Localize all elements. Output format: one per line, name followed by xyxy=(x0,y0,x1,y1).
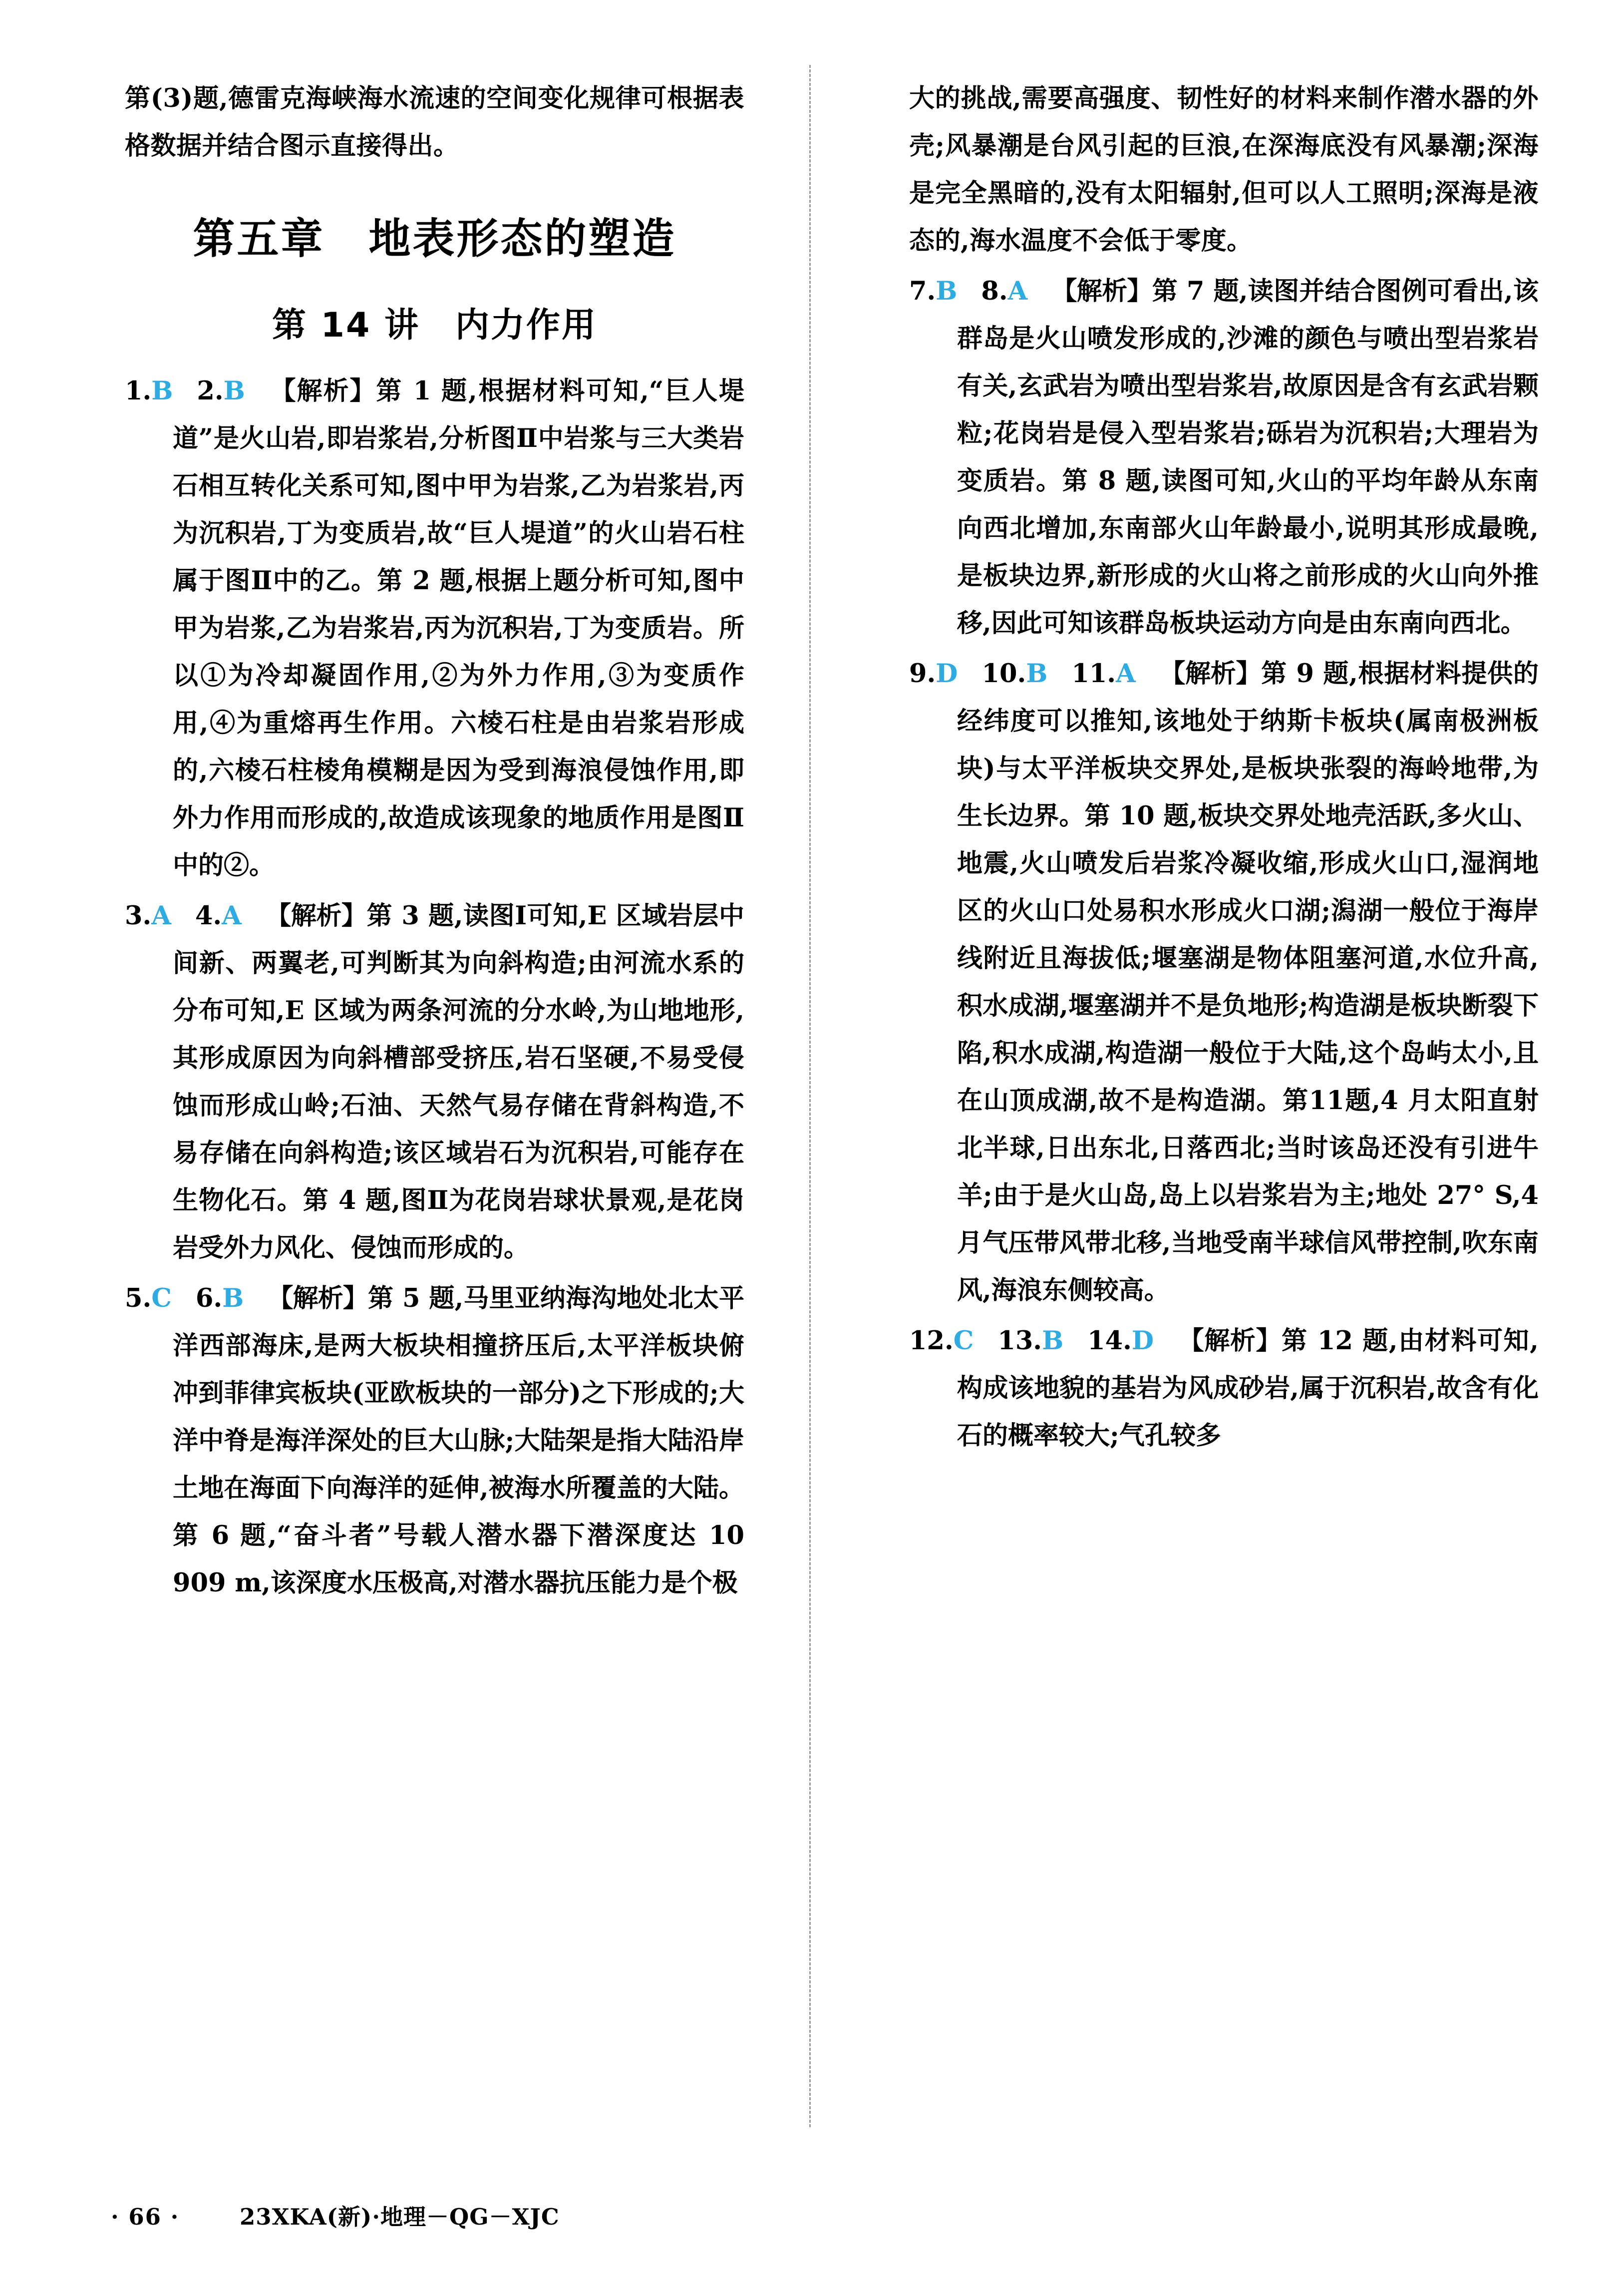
answer-letter: B xyxy=(151,376,173,406)
question-number: 14. xyxy=(1087,1326,1132,1356)
question-number: 2. xyxy=(197,376,224,406)
analysis-body: 第 1 题,根据材料可知,“巨人堤道”是火山岩,即岩浆岩,分析图Ⅱ中岩浆与三大类岩石相互转化关系可知,图中甲为岩浆,乙为岩浆岩,丙为沉积岩,丁为变质岩,故“巨人堤道”的火山岩石柱属于图Ⅱ中的乙。第 2 题,根据上题分析可知,图中甲为岩浆,乙为岩浆岩,丙为沉积岩,丁为变质岩。所以①为冷却凝固作用,②为外力作用,③为变质作用,④为重熔再生作用。六棱石柱是由岩浆岩形成的,六棱石柱棱角模糊是因为受到海浪侵蚀作用,即外力作用而形成的,故造成该现象的地质作用是图Ⅱ中的②。 xyxy=(173,376,744,880)
answer-letter: D xyxy=(1131,1326,1154,1356)
answer-letter: A xyxy=(151,901,171,931)
analysis-label: 【解析】 xyxy=(269,376,376,406)
answer-entry xyxy=(909,650,1539,1314)
answer-entry xyxy=(125,892,744,1272)
answer-letter: D xyxy=(936,659,958,689)
question-number: 4. xyxy=(195,901,222,931)
answer-letter: A xyxy=(1116,659,1136,689)
analysis-label: 【解析】 xyxy=(1051,276,1152,306)
left-top-continuation: 第(3)题,德雷克海峡海水流速的空间变化规律可根据表格数据并结合图示直接得出。 xyxy=(125,83,744,161)
answer-entry xyxy=(125,368,744,889)
question-number: 5. xyxy=(125,1283,152,1313)
question-number: 3. xyxy=(125,901,152,931)
analysis-body: 第 9 题,根据材料提供的经纬度可以推知,该地处于纳斯卡板块(属南极洲板块)与太平洋板块交界处,是板块张裂的海岭地带,为生长边界。第 10 题,板块交界处地壳活跃,多火山、地震,火山喷发后岩浆冷凝收缩,形成火山口,湿润地区的火山口处易积水形成火口湖;潟湖一般位于海岸线附近且海拔低;堰塞湖是物体阻塞河道,水位升高,积水成湖,堰塞湖并不是负地形;构造湖是板块断裂下陷,积水成湖,构造湖一般位于大陆,这个岛屿太小,且在山顶成湖,故不是构造湖。第11题,4 月太阳直射北半球,日出东北,日落西北;当时该岛还没有引进牛羊;由于是火山岛,岛上以岩浆岩为主;地处 27° S,4 月气压带风带北移,当地受南半球信风带控制,吹东南风,海浪东侧较高。 xyxy=(957,659,1539,1305)
answer-letter: B xyxy=(223,376,245,406)
analysis-label: 【解析】 xyxy=(268,1283,368,1313)
question-number: 7. xyxy=(909,276,936,306)
analysis-label: 【解析】 xyxy=(1178,1326,1282,1356)
left-column xyxy=(0,0,809,2187)
analysis-body: 第 7 题,读图并结合图例可看出,该群岛是火山喷发形成的,沙滩的颜色与喷出型岩浆岩有关,玄武岩为喷出型岩浆岩,故原因是含有玄武岩颗粒;花岗岩是侵入型岩浆岩;砾岩为沉积岩;大理岩为变质岩。第 8 题,读图可知,火山的平均年龄从东南向西北增加,东南部火山年龄最小,说明其形成最晚,是板块边界,新形成的火山将之前形成的火山向外推移,因此可知该群岛板块运动方向是由东南向西北。 xyxy=(957,276,1539,638)
page-number: · 66 · xyxy=(111,2204,180,2230)
question-number: 12. xyxy=(909,1326,954,1356)
question-number: 11. xyxy=(1071,659,1116,689)
answer-letter: B xyxy=(1042,1326,1064,1356)
question-number: 10. xyxy=(981,659,1026,689)
answer-letter: A xyxy=(222,901,242,931)
question-number: 6. xyxy=(195,1283,223,1313)
analysis-label: 【解析】 xyxy=(265,901,367,931)
answer-letter: C xyxy=(151,1283,172,1313)
answer-entry xyxy=(909,268,1539,647)
question-number: 1. xyxy=(125,376,152,406)
question-number: 13. xyxy=(997,1326,1042,1356)
analysis-body: 第 5 题,马里亚纳海沟地处北太平洋西部海床,是两大板块相撞挤压后,太平洋板块俯冲到菲律宾板块(亚欧板块的一部分)之下形成的;大洋中脊是海洋深处的巨大山脉;大陆架是指大陆沿岸土地在海面下向海洋的延伸,被海水所覆盖的大陆。第 6 题,“奋斗者”号载人潜水器下潜深度达 10 909 m,该深度水压极高,对潜水器抗压能力是个极 xyxy=(173,1283,744,1598)
imprint-code: 23XKA(新)·地理－QG－XJC xyxy=(240,2204,560,2230)
lecture-heading: 第 14 讲 内力作用 xyxy=(272,306,597,345)
answer-entry xyxy=(909,1317,1539,1460)
analysis-label: 【解析】 xyxy=(1159,659,1262,689)
question-number: 9. xyxy=(909,659,936,689)
answer-letter: A xyxy=(1007,276,1028,306)
answer-letter: B xyxy=(1026,659,1048,689)
chapter-heading: 第五章 地表形态的塑造 xyxy=(193,214,676,263)
analysis-body: 第 3 题,读图Ⅰ可知,E 区域岩层中间新、两翼老,可判断其为向斜构造;由河流水系的分布可知,E 区域为两条河流的分水岭,为山地地形,其形成原因为向斜槽部受挤压,岩石坚硬,不易受侵蚀而形成山岭;石油、天然气易存储在背斜构造,不易存储在向斜构造;该区域岩石为沉积岩,可能存在生物化石。第 4 题,图Ⅱ为花岗岩球状景观,是花岗岩受外力风化、侵蚀而形成的。 xyxy=(173,901,744,1263)
answer-letter: B xyxy=(936,276,958,306)
right-top-continuation: 大的挑战,需要高强度、韧性好的材料来制作潜水器的外壳;风暴潮是台风引起的巨浪,在深海底没有风暴潮;深海是完全黑暗的,没有太阳辐射,但可以人工照明;深海是液态的,海水温度不会低于零度。 xyxy=(909,83,1539,256)
question-number: 8. xyxy=(981,276,1008,306)
page-footer xyxy=(0,2195,1619,2240)
answer-letter: B xyxy=(222,1283,244,1313)
analysis-body: 第 12 题,由材料可知,构成该地貌的基岩为风成砂岩,属于沉积岩,故含有化石的概率较大;气孔较多 xyxy=(957,1326,1539,1451)
right-column xyxy=(809,0,1619,2187)
answer-letter: C xyxy=(953,1326,974,1356)
answer-entry xyxy=(125,1275,744,1607)
